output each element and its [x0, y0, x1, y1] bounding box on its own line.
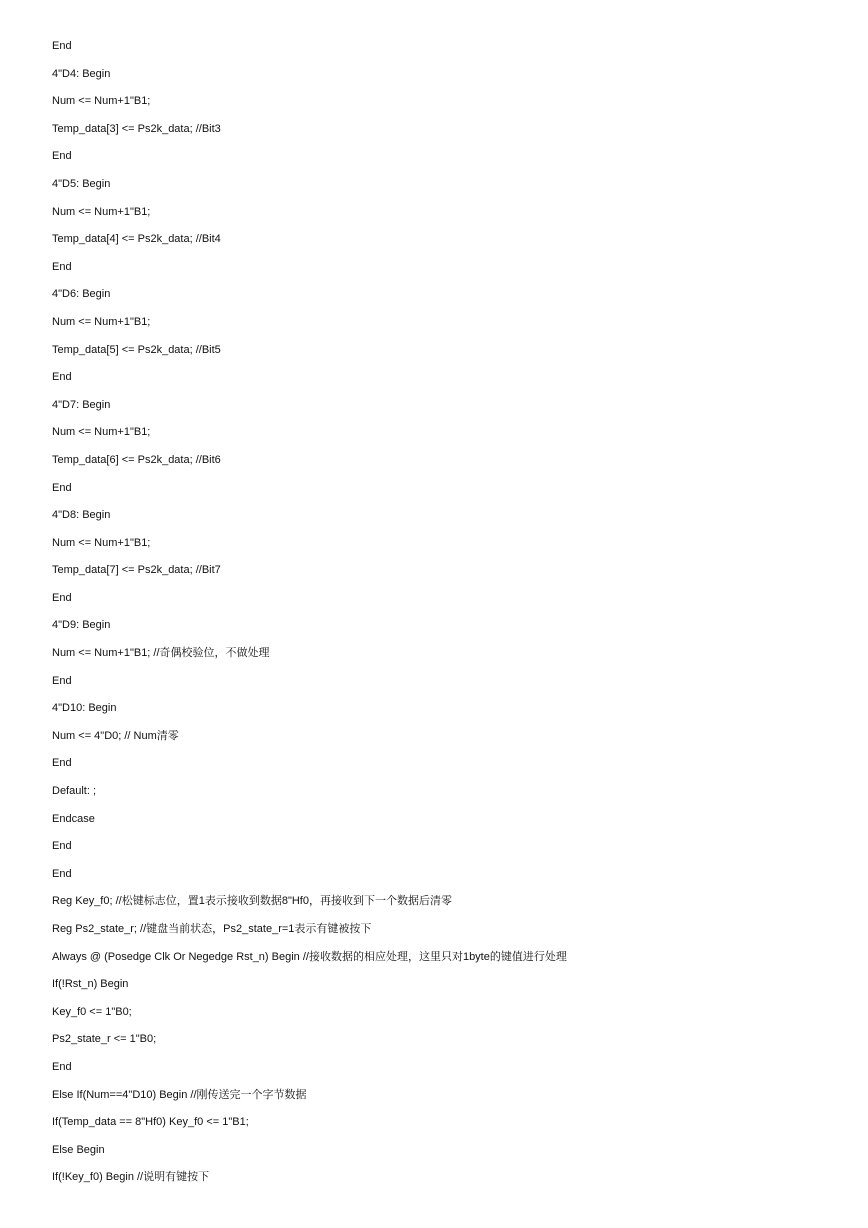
code-line: Else Begin: [52, 1143, 105, 1156]
code-line: Num <= Num+1"B1;: [52, 205, 151, 218]
code-listing: [52, 37, 567, 1196]
code-line: If(!Key_f0) Begin //说明有键按下: [52, 1171, 210, 1184]
code-line: Default: ;: [52, 785, 97, 798]
code-line: 4"D7: Begin: [52, 398, 111, 411]
code-line: 4"D8: Begin: [52, 509, 111, 522]
code-line: 4"D5: Begin: [52, 177, 111, 190]
code-line: Temp_data[5] <= Ps2k_data; //Bit5: [52, 343, 221, 356]
code-line: Always @ (Posedge Clk Or Negedge Rst_n) Begin //接收数据的相应处理，这里只对1byte的键值进行处理: [52, 950, 567, 963]
code-line: 4"D10: Begin: [52, 702, 117, 715]
code-line: Temp_data[4] <= Ps2k_data; //Bit4: [52, 233, 221, 246]
code-line: End: [52, 40, 72, 52]
code-line: 4"D6: Begin: [52, 288, 111, 301]
code-line: 4"D9: Begin: [52, 619, 111, 632]
code-line: Num <= Num+1"B1;: [52, 95, 151, 108]
code-line: End: [52, 674, 72, 687]
code-line: End: [52, 260, 72, 273]
code-line: Temp_data[3] <= Ps2k_data; //Bit3: [52, 122, 221, 135]
code-line: End: [52, 757, 72, 770]
code-line: End: [52, 840, 72, 853]
code-line: Num <= Num+1"B1;: [52, 426, 151, 439]
code-line: Ps2_state_r <= 1"B0;: [52, 1033, 157, 1046]
code-line: Else If(Num==4"D10) Begin //刚传送完一个字节数据: [52, 1088, 307, 1101]
code-line: If(!Rst_n) Begin: [52, 978, 129, 991]
code-line: Num <= Num+1"B1;: [52, 315, 151, 328]
code-line: End: [52, 150, 72, 163]
code-line: Endcase: [52, 812, 95, 825]
code-line: End: [52, 867, 72, 880]
code-line: Reg Ps2_state_r; //键盘当前状态，Ps2_state_r=1表示有键被按下: [52, 923, 372, 935]
code-line: End: [52, 591, 72, 604]
code-line: End: [52, 481, 72, 494]
code-line: If(Temp_data == 8"Hf0) Key_f0 <= 1"B1;: [52, 1116, 249, 1129]
code-line: End: [52, 371, 72, 384]
code-line: Temp_data[7] <= Ps2k_data; //Bit7: [52, 564, 221, 577]
code-line: Key_f0 <= 1"B0;: [52, 1005, 132, 1018]
code-line: Temp_data[6] <= Ps2k_data; //Bit6: [52, 453, 221, 466]
code-line: Reg Key_f0; //松键标志位，置1表示接收到数据8"Hf0，再接收到下一个数据后清零: [52, 895, 452, 908]
code-line: 4"D4: Begin: [52, 67, 111, 80]
code-line: End: [52, 1060, 72, 1073]
code-line: Num <= Num+1"B1;: [52, 536, 151, 549]
code-line: Num <= 4"D0; // Num清零: [52, 729, 179, 742]
code-line: Num <= Num+1"B1; //奇偶校验位，不做处理: [52, 647, 270, 660]
